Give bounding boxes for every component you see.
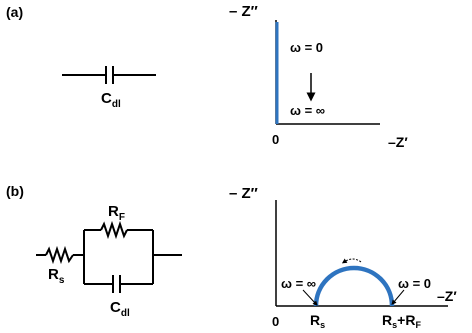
plot-b-origin: 0 [272, 314, 280, 329]
plot-b-frequency-arrow [344, 259, 361, 262]
panel-b-tag: (b) [6, 183, 24, 199]
plot-b-omega-zero-pointer [393, 290, 404, 303]
resistor-rs [46, 249, 73, 261]
circuit-a [62, 66, 156, 84]
plot-a-omega-zero: ω = 0 [290, 40, 324, 55]
rf-label: $R_F$ [108, 203, 125, 223]
plot-b-omega-inf: ω = ∞ [281, 276, 317, 291]
plot-a-x-label: –Z′ [388, 134, 408, 150]
plot-a-y-label: – Z″ [229, 3, 258, 20]
plot-a-origin: 0 [272, 132, 280, 147]
plot-b-semicircle [316, 268, 392, 306]
cap-a-label: $C_{dl}$ [101, 90, 121, 110]
plot-b-omega-zero: ω = 0 [398, 276, 432, 291]
panel-a-tag: (a) [6, 4, 24, 20]
plot-a-omega-inf: ω = ∞ [290, 103, 326, 118]
resistor-rf [101, 224, 127, 236]
plot-b-x-label: –Z′ [437, 288, 457, 304]
cap-b-label: $C_{dl}$ [110, 299, 130, 319]
plot-b-omega-inf-pointer [303, 290, 316, 304]
plot-b-y-label: – Z″ [229, 185, 258, 202]
xtick-rs: $R_s$ [310, 312, 326, 330]
xtick-rs-plus-rf: $R_s+R_F$ [382, 312, 421, 330]
rs-label: $R_s$ [48, 266, 65, 286]
